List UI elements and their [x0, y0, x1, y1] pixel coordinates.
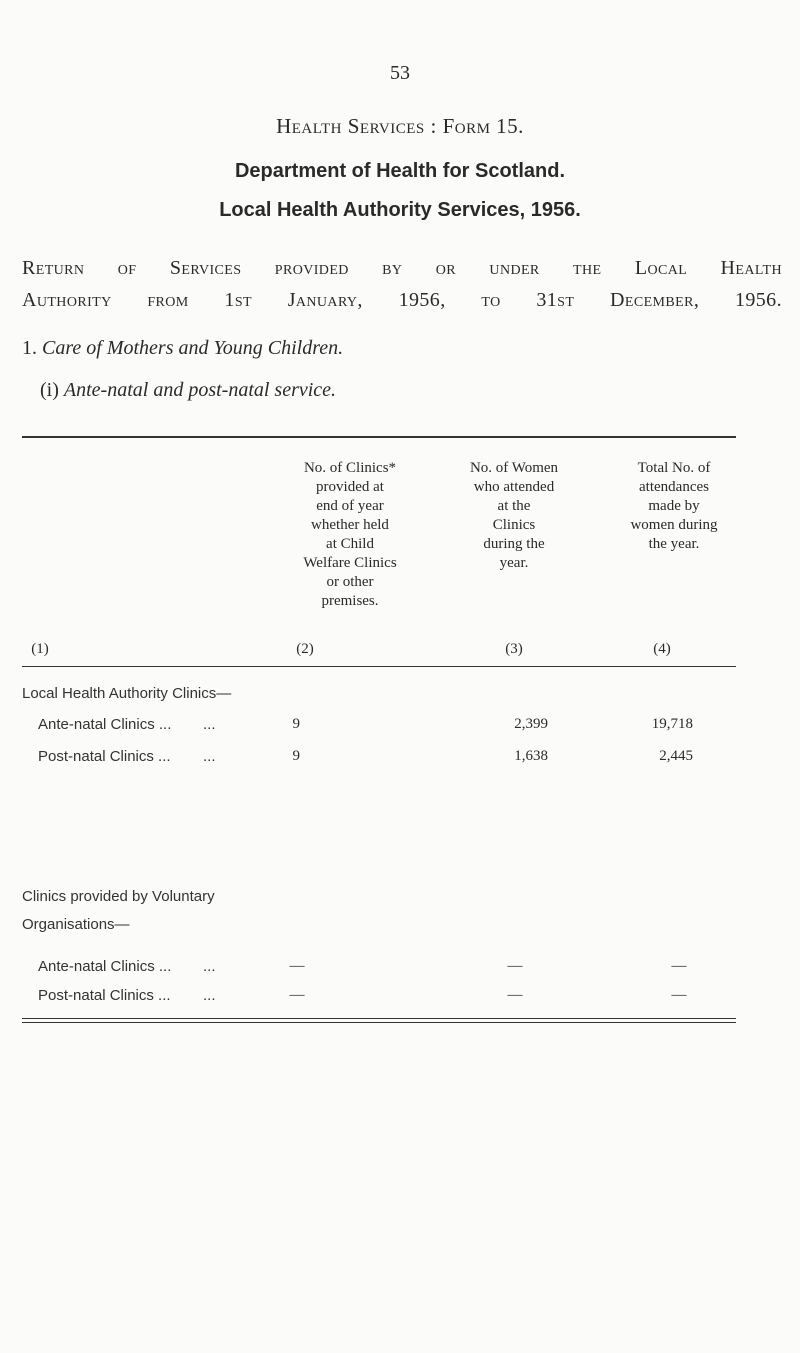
table-bottom-rule-1: [22, 1018, 736, 1019]
header-line: made by: [648, 498, 700, 514]
header-line: Total No. of: [637, 460, 711, 476]
column-number-4: (4): [653, 641, 671, 657]
cell-col3: 1,638: [514, 748, 548, 764]
group-label-line: Clinics provided by Voluntary: [22, 888, 215, 905]
section-2-heading: [40, 379, 336, 402]
table-bottom-rule-2: [22, 1022, 736, 1023]
return-line-1: Return of Services provided by or under the Local Health: [22, 257, 782, 279]
header-line: who attended: [473, 479, 555, 495]
header-line: women during: [630, 517, 718, 533]
header-line: provided at: [316, 479, 384, 495]
table-header-rule: [22, 666, 736, 667]
header-line: year.: [499, 555, 529, 571]
section-1-heading: [22, 337, 343, 360]
header-line: at Child: [326, 536, 374, 552]
row-label: Post-natal Clinics ...: [38, 987, 171, 1004]
cell-col4: 19,718: [651, 716, 693, 732]
row-label: Ante-natal Clinics ...: [38, 716, 172, 733]
cell-col4: 2,445: [659, 748, 693, 764]
return-line-2: Authority from 1st January, 1956, to 31st December, 1956.: [22, 289, 782, 311]
document-subtitle: Local Health Authority Services, 1956.: [219, 199, 581, 221]
header-line: or other: [326, 574, 374, 590]
cell-col3: —: [507, 987, 523, 1003]
header-line: No. of Clinics*: [303, 460, 397, 476]
column-2-header: [275, 459, 425, 611]
header-line: the year.: [648, 536, 700, 552]
cell-col3: —: [507, 958, 523, 974]
header-line: premises.: [321, 593, 379, 609]
return-statement: [22, 252, 782, 316]
cell-col2: —: [289, 958, 305, 974]
header-line: attendances: [639, 479, 709, 495]
group-label-line: Organisations—: [22, 916, 130, 933]
column-4-header: [604, 459, 744, 554]
header-line: end of year: [316, 498, 384, 514]
column-number-1: (1): [31, 641, 49, 657]
department-heading: Department of Health for Scotland.: [234, 160, 566, 182]
cell-col2: 9: [292, 716, 300, 732]
form-title: Health Services : Form 15.: [276, 114, 524, 138]
row-dots: ...: [203, 987, 216, 1004]
header-line: whether held: [311, 517, 389, 533]
section-2-number: (i): [40, 379, 59, 401]
section-1-title: Care of Mothers and Young Children.: [42, 337, 344, 359]
column-3-header: [440, 459, 588, 573]
column-number-3: (3): [505, 641, 523, 657]
header-line: Clinics: [492, 517, 536, 533]
cell-col3: 2,399: [514, 716, 548, 732]
group-label-voluntary: [22, 883, 215, 939]
row-label: Post-natal Clinics ...: [38, 748, 171, 765]
section-2-title: Ante-natal and post-natal service.: [63, 379, 337, 401]
table-top-rule: [22, 436, 736, 438]
header-line: during the: [483, 536, 545, 552]
section-1-number: 1.: [22, 337, 37, 359]
cell-col4: —: [671, 958, 687, 974]
row-dots: ...: [203, 748, 216, 765]
cell-col4: —: [671, 987, 687, 1003]
header-line: at the: [497, 498, 531, 514]
page-number: 53: [390, 62, 410, 84]
cell-col2: 9: [292, 748, 300, 764]
header-line: No. of Women: [469, 460, 559, 476]
row-label: Ante-natal Clinics ...: [38, 958, 172, 975]
row-dots: ...: [203, 716, 216, 733]
header-line: Welfare Clinics: [303, 555, 397, 571]
column-number-2: (2): [296, 641, 314, 657]
row-dots: ...: [203, 958, 216, 975]
cell-col2: —: [289, 987, 305, 1003]
group-label-local-authority: Local Health Authority Clinics—: [22, 685, 232, 702]
